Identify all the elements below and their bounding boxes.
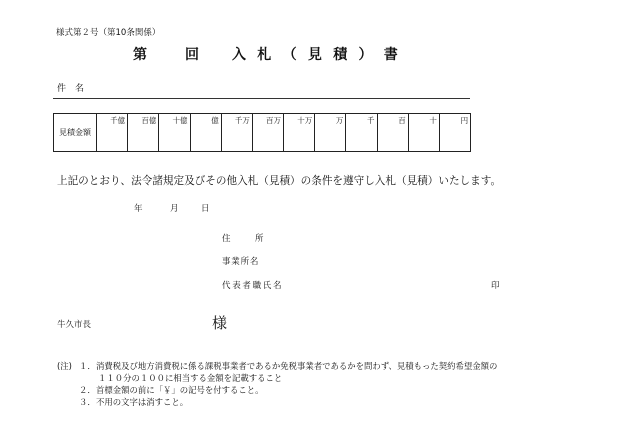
amount-label-cell — [54, 114, 97, 151]
note-number: ３． — [79, 397, 96, 407]
digit-unit-label: 十万 — [297, 116, 313, 125]
digit-cell-ju[interactable] — [409, 114, 440, 151]
address-label: 住 所 — [222, 234, 267, 244]
form-title: 入札（見積）書 — [232, 47, 410, 63]
digit-cell-senoku[interactable] — [97, 114, 128, 151]
digit-unit-label: 千 — [367, 116, 375, 125]
digit-cell-juman[interactable] — [284, 114, 315, 151]
note-text: 消費税及び地方消費税に係る課税事業者であるか免税事業者であるかを問わず、見積もった契約希望金額の — [96, 361, 498, 371]
date-month-label: 月 — [170, 204, 179, 214]
note-text: 首標金額の前に「￥」の記号を付すること。 — [96, 385, 264, 395]
notes-prefix: (注) — [57, 361, 72, 371]
digit-cell-hyakuman[interactable] — [253, 114, 284, 151]
company-name-label: 事業所名 — [222, 257, 260, 267]
addressee-honorific: 様 — [212, 314, 228, 332]
subject-label: 件 名 — [57, 84, 85, 94]
digit-unit-label: 円 — [460, 116, 469, 125]
note-number: ２． — [79, 385, 96, 395]
digit-unit-label: 千万 — [234, 116, 250, 125]
digit-unit-label: 十 — [429, 116, 437, 125]
title-prefix: 第 — [133, 47, 147, 63]
subject-field[interactable] — [93, 82, 470, 98]
amount-label: 見積金額 — [59, 127, 91, 137]
digit-unit-label: 十億 — [172, 116, 188, 125]
amount-table — [53, 113, 471, 152]
date-year-label: 年 — [134, 204, 143, 214]
digit-cell-sen[interactable] — [346, 114, 377, 151]
digit-cell-oku[interactable] — [191, 114, 222, 151]
representative-label: 代表者職氏名 — [222, 281, 284, 291]
form-number: 様式第２号（第10条関係） — [56, 28, 161, 38]
digit-unit-label: 千億 — [110, 116, 126, 125]
note-number: １． — [79, 361, 96, 371]
seal-label: 印 — [491, 281, 500, 291]
digit-cell-man[interactable] — [315, 114, 346, 151]
digit-unit-label: 百万 — [266, 116, 282, 125]
date-day-label: 日 — [201, 204, 210, 214]
digit-cell-hyaku[interactable] — [378, 114, 409, 151]
note-text: 不用の文字は消すこと。 — [96, 397, 189, 407]
subject-row — [53, 82, 470, 99]
digit-unit-label: 億 — [211, 116, 219, 125]
digit-cell-en[interactable] — [440, 114, 470, 151]
digit-unit-label: 万 — [335, 116, 344, 125]
addressee-name: 牛久市長 — [57, 320, 92, 330]
compliance-statement: 上記のとおり、法令諸規定及びその他入札（見積）の条件を遵守し入札（見積）いたします。 — [57, 175, 502, 187]
note-text: １１０分の１００に相当する金額を記載すること — [98, 373, 283, 383]
digit-cell-juoku[interactable] — [159, 114, 190, 151]
digit-cell-senman[interactable] — [222, 114, 253, 151]
digit-unit-label: 百 — [398, 116, 406, 125]
title-round-suffix: 回 — [185, 47, 199, 63]
digit-unit-label: 百億 — [141, 116, 157, 125]
digit-cell-hyakuoku[interactable] — [128, 114, 159, 151]
